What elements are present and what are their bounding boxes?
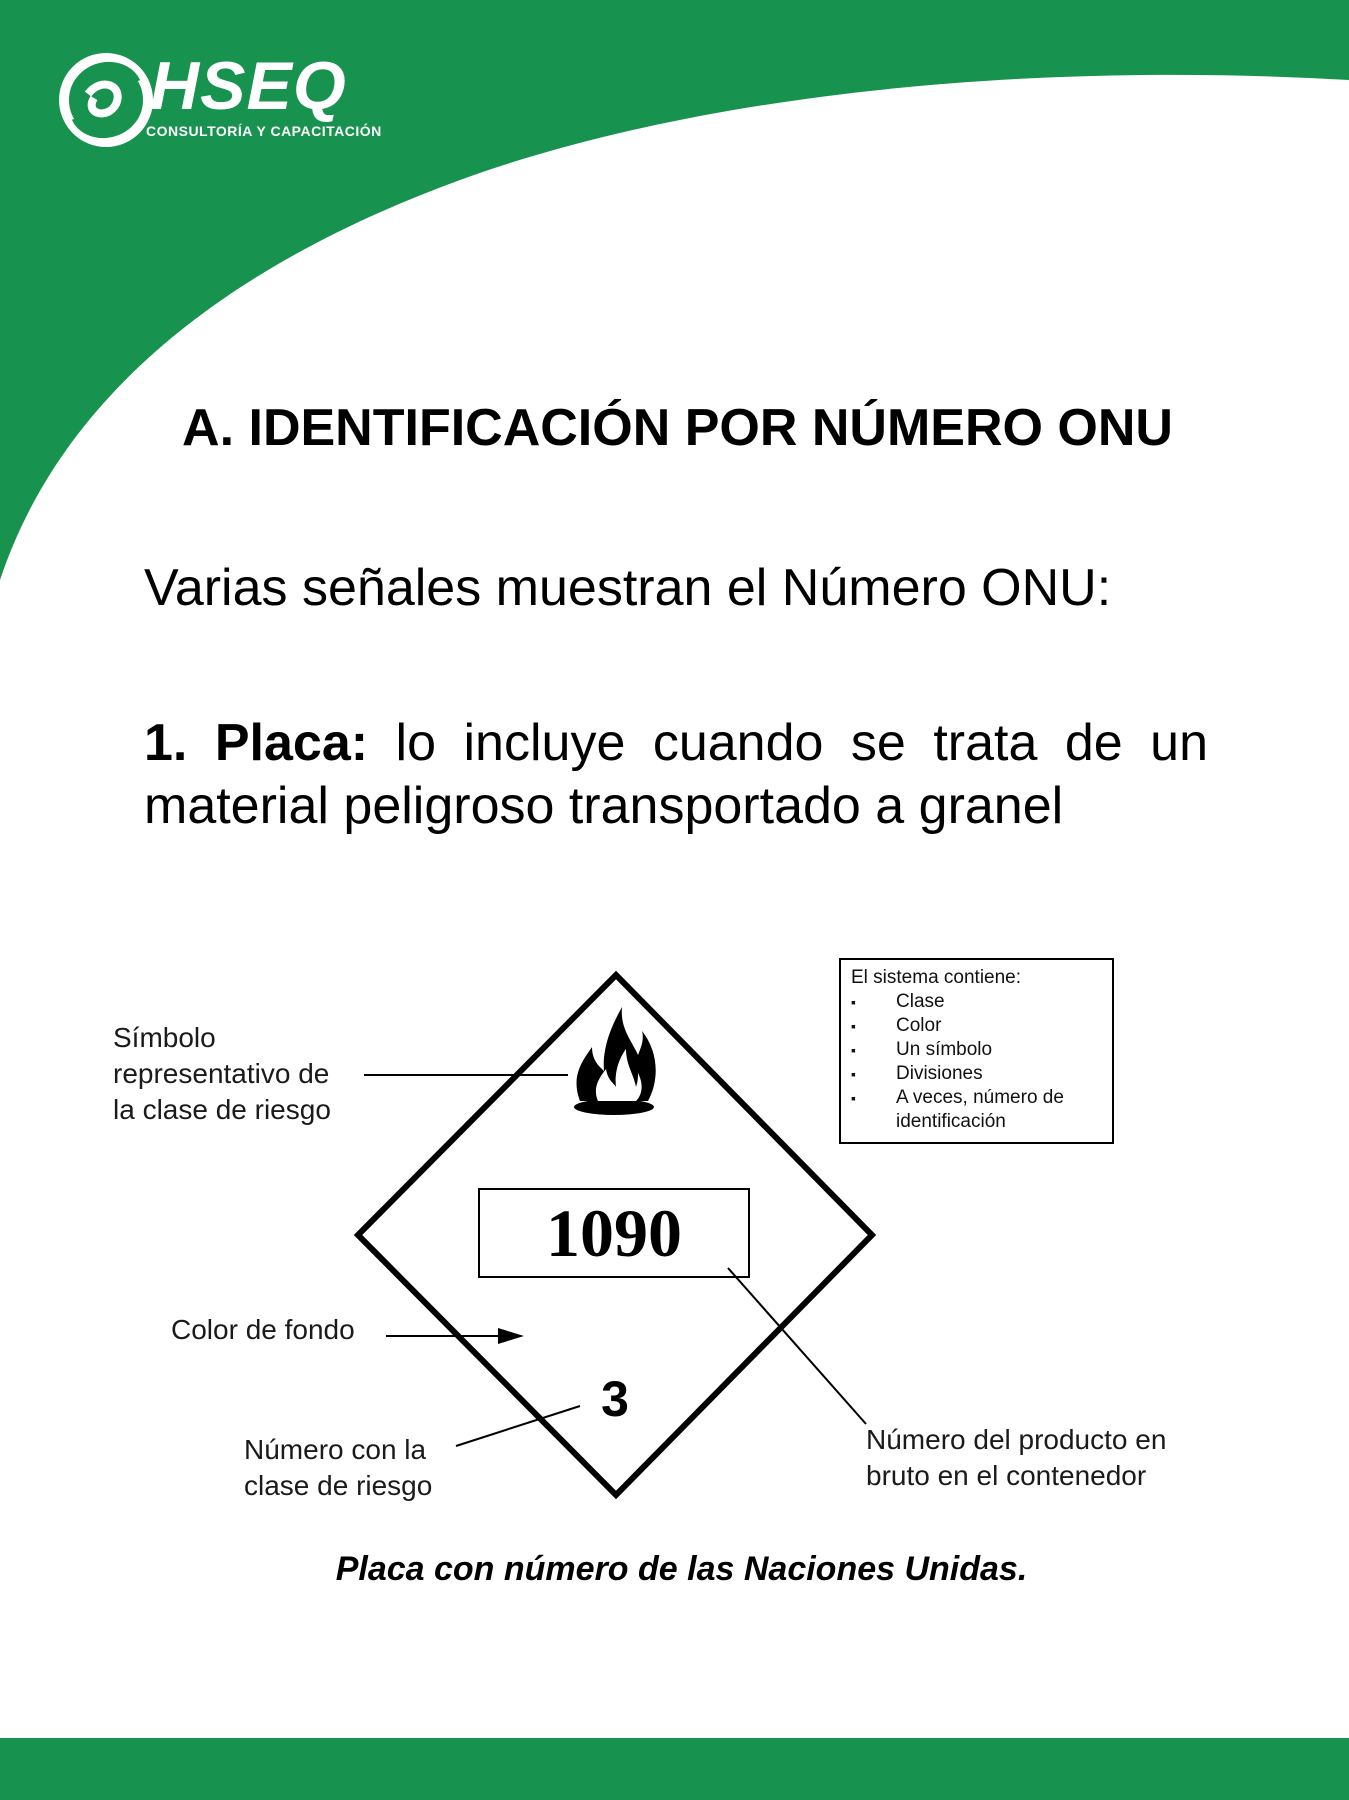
list-item: ▪ A veces, número de identificación xyxy=(851,1086,1102,1134)
placa-text: lo incluye cuando se trata de un material peligroso transportado a granel xyxy=(144,714,1208,835)
product-label-line: bruto en el contenedor xyxy=(866,1460,1147,1491)
hazard-class-number: 3 xyxy=(601,1371,629,1427)
symbol-label-line: Símbolo xyxy=(113,1022,216,1053)
list-item: ▪ Un símbolo xyxy=(851,1038,1102,1062)
class-number-label xyxy=(244,1432,432,1504)
footer-green-bar xyxy=(0,1738,1349,1800)
placa-label: 1. Placa: xyxy=(144,714,369,772)
placa-paragraph xyxy=(144,712,1208,838)
symbol-label-line: representativo de xyxy=(113,1058,330,1089)
un-number-panel xyxy=(478,1188,750,1278)
info-box-heading: El sistema contiene: xyxy=(851,967,1022,988)
symbol-label-line: la clase de riesgo xyxy=(113,1094,331,1125)
logo-wordmark: HSEQ xyxy=(150,48,347,124)
info-box-list xyxy=(851,990,1102,1134)
page-title: A. IDENTIFICACIÓN POR NÚMERO ONU xyxy=(182,399,1173,457)
intro-text: Varias señales muestran el Número ONU: xyxy=(144,559,1112,617)
class-label-line: clase de riesgo xyxy=(244,1470,433,1501)
list-item: ▪ Clase xyxy=(851,990,1102,1014)
symbol-label xyxy=(113,1020,331,1128)
list-item: ▪ Divisiones xyxy=(851,1062,1102,1086)
system-info-box xyxy=(839,958,1114,1144)
logo-tagline: CONSULTORÍA Y CAPACITACIÓN xyxy=(146,123,382,139)
list-item: ▪ Color xyxy=(851,1014,1102,1038)
figure-caption: Placa con número de las Naciones Unidas. xyxy=(335,1550,1028,1588)
un-number: 1090 xyxy=(546,1195,682,1271)
product-label-line: Número del producto en xyxy=(866,1424,1167,1455)
product-number-label xyxy=(866,1422,1166,1494)
class-label-line: Número con la xyxy=(244,1434,427,1465)
background-color-label: Color de fondo xyxy=(171,1314,355,1345)
